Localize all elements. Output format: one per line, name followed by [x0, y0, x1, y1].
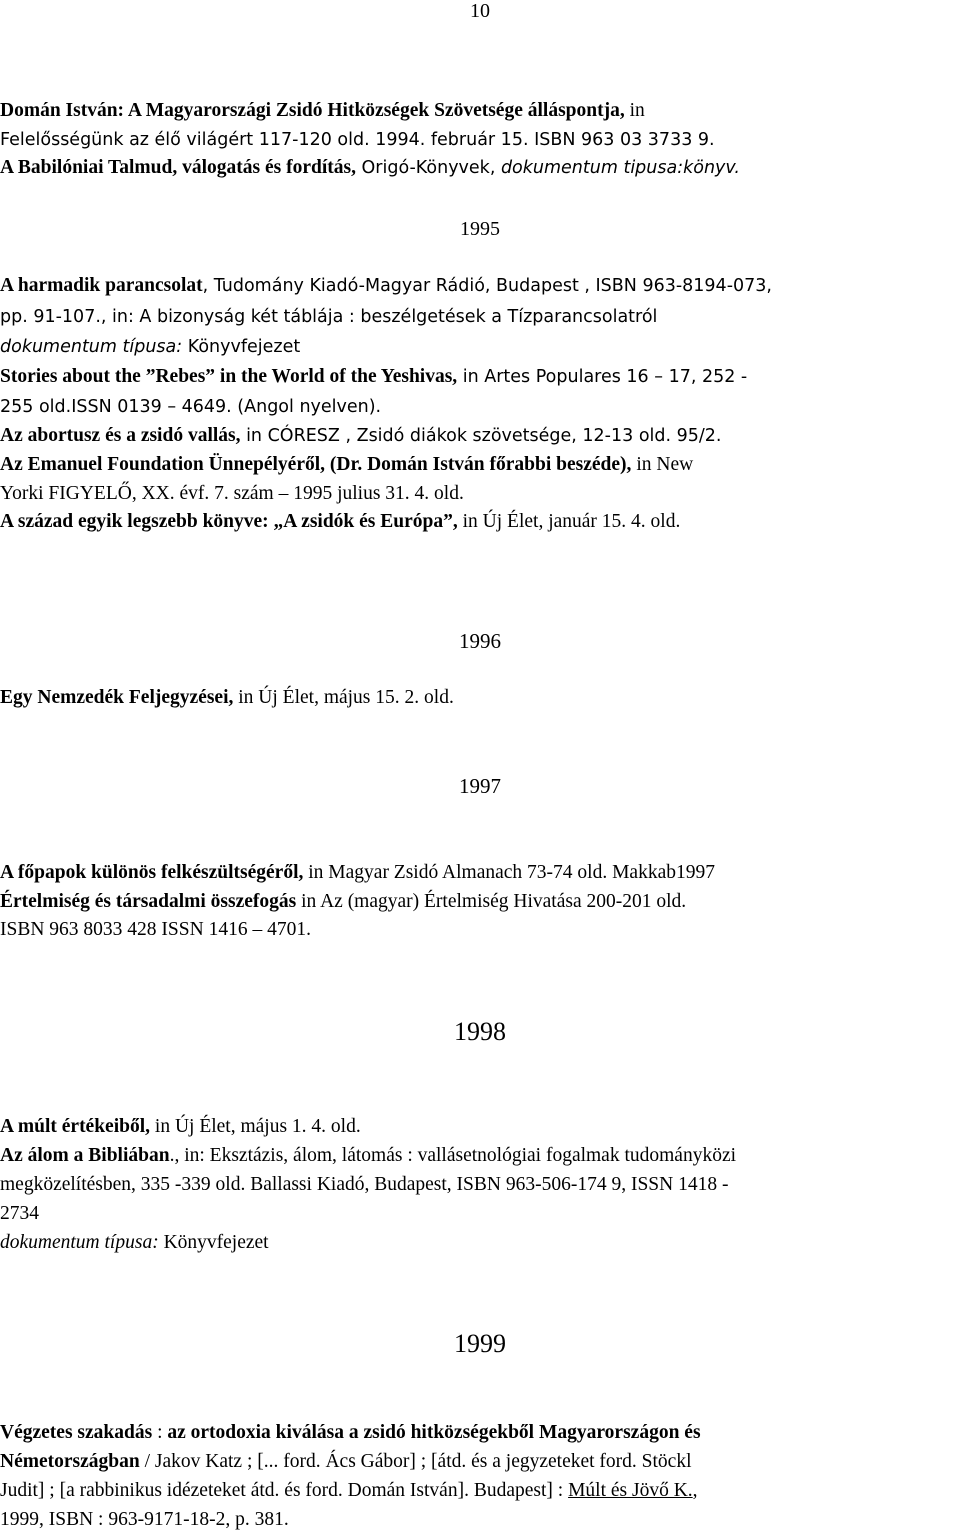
page-number: 10: [470, 0, 490, 22]
entry-1997-line-2: [0, 890, 686, 914]
entry-1995-line-3: [0, 335, 300, 359]
entry-text: in Az (magyar) Értelmiség Hivatása 200-201 old.: [296, 891, 687, 912]
entry-text: in Magyar Zsidó Almanach 73-74 old. Makkab1997: [303, 862, 715, 883]
entry-doc-type: dokumentum típusa:: [0, 1232, 159, 1253]
entry-1995-line-9: [0, 510, 680, 534]
entry-doc-type: dokumentum tipusa:könyv.: [500, 158, 740, 178]
entry-1999-line-1: [0, 1421, 701, 1445]
entry-1995-line-7: [0, 453, 693, 477]
entry-title: A század egyik legszebb könyve: „A zsidók és Európa”,: [0, 511, 458, 532]
entry-text: pp. 91-107.: [0, 307, 101, 327]
entry-title: Végzetes szakadás: [0, 1422, 153, 1443]
entry-1996-line-1: [0, 686, 454, 710]
entry-text: Judit] ; [a rabbinikus idézeteket átd. és ford. Domán István]. Budapest] :: [0, 1480, 569, 1501]
year-heading-1996: 1996: [459, 629, 501, 653]
entry-title: Domán István főrabbi beszéde),: [362, 454, 632, 475]
entry-1998-line-5: [0, 1231, 269, 1255]
entry-title: Domán István: A Magyarországi Zsidó Hitközségek Szövetsége álláspontja,: [0, 100, 625, 121]
year-heading-1995: 1995: [460, 218, 500, 240]
entry-text: in Új Élet, május 15. 2. old.: [233, 687, 454, 708]
entry-title: Értelmiség és társadalmi összefogás: [0, 891, 297, 912]
entry-title: A harmadik parancsolat: [0, 275, 203, 296]
entry-1999-line-2: [0, 1450, 692, 1474]
publisher-name: Múlt és Jövő K.: [568, 1480, 693, 1501]
entry-1997-line-3: ISBN 963 8033 428 ISSN 1416 – 4701.: [0, 919, 311, 940]
entry-text: Könyvfejezet: [158, 1232, 269, 1253]
entry-text: in New: [631, 454, 694, 475]
entry-text: in CÓRESZ , Zsidó diákok szövetsége, 12-13 old. 95/2.: [240, 426, 722, 446]
entry-title: Az abortusz és a zsidó vallás,: [0, 425, 241, 446]
entry-title: Egy Nemzedék Feljegyzései,: [0, 687, 234, 708]
entry-text: ,: [692, 1480, 698, 1501]
entry-1995-line-4: [0, 365, 747, 389]
entry-1995-line-6: [0, 424, 722, 448]
entry-1999-line-3: [0, 1479, 698, 1503]
year-heading-1998: 1998: [454, 1017, 506, 1046]
entry-text: , Tudomány Kiadó-Magyar Rádió, Budapest , ISBN 963-8194-073,: [202, 276, 772, 296]
entry-title: Stories about the ”Rebes” in the World of the Yeshivas,: [0, 366, 458, 387]
entry-title: Az álom a Bibliában: [0, 1145, 170, 1166]
entry-1994-line-3: [0, 156, 740, 180]
entry-1995-line-8: Yorki FIGYELŐ, XX. évf. 7. szám – 1995 julius 31. 4. old.: [0, 483, 464, 504]
entry-1995-line-1: [0, 274, 772, 298]
entry-doc-type: dokumentum típusa:: [0, 337, 183, 357]
entry-text: in Artes Populares 16 – 17, 252 -: [457, 367, 748, 387]
entry-title: A Babilóniai Talmud, válogatás és fordítás,: [0, 157, 356, 178]
entry-1998-line-4: 2734: [0, 1203, 39, 1224]
entry-1994-line-2: Felelősségünk az élő világért 117-120 old. 1994. február 15. ISBN 963 03 3733 9.: [0, 130, 715, 150]
entry-1994-line-1: [0, 99, 645, 123]
entry-1998-line-3: megközelítésben, 335 -339 old. Ballassi Kiadó, Budapest, ISBN 963-506-174 9, ISSN 1418 -: [0, 1174, 729, 1195]
entry-text: in Új Élet, május 1. 4. old.: [150, 1116, 361, 1137]
entry-1997-line-1: [0, 861, 715, 885]
entry-text: Könyvfejezet: [182, 337, 301, 357]
entry-1998-line-1: [0, 1115, 361, 1139]
entry-1995-line-2: [0, 305, 657, 329]
entry-text: ., in: Eksztázis, álom, látomás : vallásetnológiai fogalmak tudományközi: [169, 1145, 737, 1166]
entry-text: in Új Élet, január 15. 4. old.: [457, 511, 681, 532]
entry-title: az ortodoxia kiválása a zsidó hitközségekből Magyarországon és: [167, 1422, 701, 1443]
entry-1998-line-2: [0, 1144, 736, 1168]
entry-title: Az Emanuel Foundation Ünnepélyéről, (Dr.: [0, 454, 363, 475]
entry-text: , in: A bizonyság két táblája : beszélgetések a Tízparancsolatról: [100, 307, 658, 327]
year-heading-1999: 1999: [454, 1329, 506, 1358]
entry-text: :: [152, 1422, 168, 1443]
entry-text: / Jakov Katz ; [... ford. Ács Gábor] ; [átd. és a jegyzeteket ford. Stöckl: [139, 1451, 692, 1472]
entry-1995-line-5: 255 old.ISSN 0139 – 4649. (Angol nyelven).: [0, 397, 382, 417]
entry-title: A főpapok különös felkészültségéről,: [0, 862, 304, 883]
entry-title: Németországban: [0, 1451, 140, 1472]
entry-text: Origó-Könyvek,: [355, 158, 501, 178]
entry-title: A múlt értékeiből,: [0, 1116, 151, 1137]
year-heading-1997: 1997: [459, 774, 501, 798]
entry-1999-line-4: 1999, ISBN : 963-9171-18-2, p. 381.: [0, 1509, 289, 1530]
entry-text: in: [624, 100, 645, 121]
